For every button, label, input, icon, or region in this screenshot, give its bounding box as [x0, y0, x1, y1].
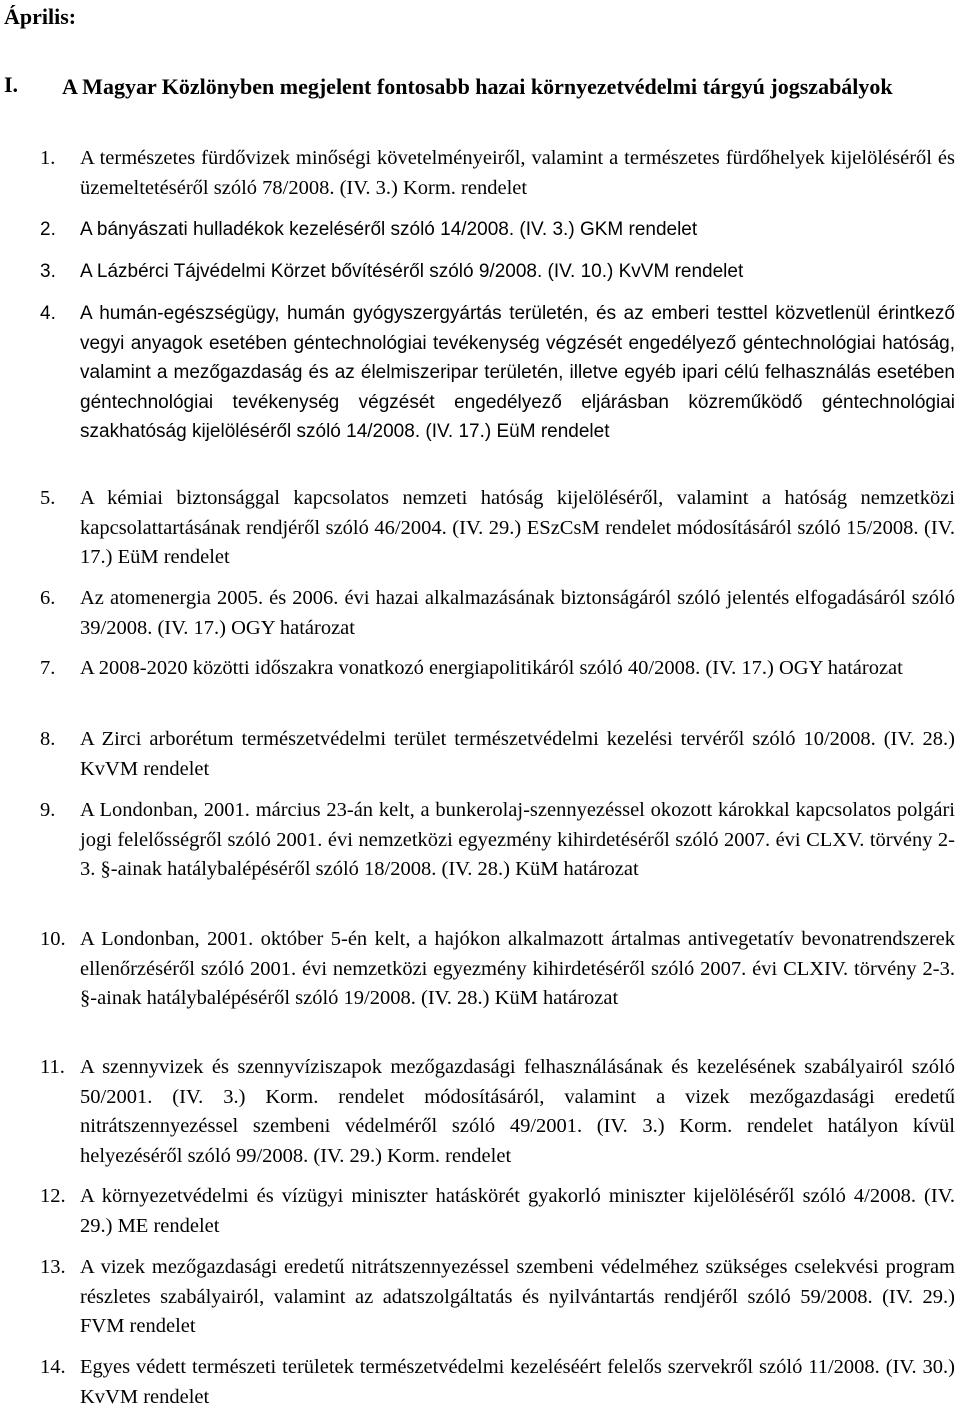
list-item-number: 14. [40, 1356, 66, 1378]
list-item-text: A Londonban, 2001. október 5-én kelt, a hajókon alkalmazott ártalmas antivegetatív bevonatrendszerek ellenőrzéséről szóló 2001. évi nemzetközi egyezmény kihirdetéséről szóló 2007. évi CLXIV. törvény 2-3. §-ainak hatálybalépéséről szóló 19/2008. (IV. 28.) KüM határozat [80, 928, 955, 1009]
list-item [40, 725, 955, 784]
list-item [40, 484, 955, 573]
list-item-number: 10. [40, 928, 66, 950]
list-item-text: A környezetvédelmi és vízügyi miniszter hatáskörét gyakorló miniszter kijelöléséről szóló 4/2008. (IV. 29.) ME rendelet [80, 1185, 955, 1237]
list-item [40, 584, 955, 643]
list-item [40, 215, 955, 245]
list-item-number: 12. [40, 1185, 66, 1207]
list-item-text: A 2008-2020 közötti időszakra vonatkozó energiapolitikáról szóló 40/2008. (IV. 17.) OGY határozat [80, 657, 903, 679]
list-item-text: Az atomenergia 2005. és 2006. évi hazai alkalmazásának biztonságáról szóló jelentés elfogadásáról szóló 39/2008. (IV. 17.) OGY határozat [80, 587, 955, 639]
list-item-number: 8. [40, 728, 56, 750]
list-item-text: A humán-egészségügy, humán gyógyszergyártás területén, és az emberi testtel közvetlenül érintkező vegyi anyagok esetében géntechnológiai tevékenység végzését engedélyező géntechnológiai hatóság, valamint a mezőgazdaság és az élelmiszeripar területén, illetve egyéb ipari célú felhasználás esetében géntechnológiai tevékenység végzését engedélyező eljárásban közreműködő géntechnológiai szakhatóság kijelöléséről szóló 14/2008. (IV. 17.) EüM rendelet [80, 303, 955, 442]
list-item-text: A természetes fürdővizek minőségi követelményeiről, valamint a természetes fürdőhelyek kijelöléséről és üzemeltetéséről szóló 78/2008. (IV. 3.) Korm. rendelet [80, 147, 955, 199]
list-item-number: 6. [40, 587, 56, 609]
list-item-number: 9. [40, 799, 56, 821]
list-item [40, 925, 955, 1014]
list-item [40, 1353, 955, 1412]
list-item-number: 3. [40, 261, 56, 282]
list-item-number: 11. [40, 1056, 65, 1078]
section-title: A Magyar Közlönyben megjelent fontosabb hazai környezetvédelmi tárgyú jogszabályok [62, 74, 893, 99]
list-item [40, 1182, 955, 1241]
list-item [40, 796, 955, 885]
list-item [40, 1053, 955, 1171]
section-number: I. [4, 72, 19, 97]
list-item [40, 654, 955, 684]
list-item [40, 1253, 955, 1342]
section-heading [4, 72, 954, 102]
page-heading: Április: [4, 4, 77, 29]
list-item [40, 299, 955, 447]
list-item-text: A vizek mezőgazdasági eredetű nitrátszennyezéssel szembeni védelméhez szükséges cselekvési program részletes szabályairól, valamint az adatszolgáltatás és nyilvántartás rendjéről szóló 59/2008. (IV. 29.) FVM rendelet [80, 1256, 955, 1337]
list-item-number: 4. [40, 303, 56, 324]
list-item-number: 7. [40, 657, 56, 679]
list-item-text: A Londonban, 2001. március 23-án kelt, a bunkerolaj-szennyezéssel okozott károkkal kapcsolatos polgári jogi felelősségről szóló 2001. évi nemzetközi egyezmény kihirdetéséről szóló 2007. évi CLXV. törvény 2-3. §-ainak hatálybalépéséről szóló 18/2008. (IV. 28.) KüM határozat [80, 799, 955, 880]
list-item-text: A bányászati hulladékok kezeléséről szóló 14/2008. (IV. 3.) GKM rendelet [80, 219, 698, 240]
list-item-number: 5. [40, 487, 56, 509]
list-item [40, 257, 955, 287]
list-item-number: 2. [40, 219, 56, 240]
list-item-text: A szennyvizek és szennyvíziszapok mezőgazdasági felhasználásának és kezelésének szabályairól szóló 50/2001. (IV. 3.) Korm. rendelet módosításáról, valamint a vizek mezőgazdasági eredetű nitrátszennyezéssel szembeni védelméről szóló 49/2001. (IV. 3.) Korm. rendelet hatályon kívül helyezéséről szóló 99/2008. (IV. 29.) Korm. rendelet [80, 1056, 955, 1167]
list-item-text: A Lázbérci Tájvédelmi Körzet bővítéséről szóló 9/2008. (IV. 10.) KvVM rendelet [80, 261, 744, 282]
list-item [40, 144, 955, 203]
list-item-number: 13. [40, 1256, 66, 1278]
list-item-number: 1. [40, 147, 56, 169]
list-item-text: A Zirci arborétum természetvédelmi terület természetvédelmi kezelési tervéről szóló 10/2008. (IV. 28.) KvVM rendelet [80, 728, 955, 780]
list-item-text: Egyes védett természeti területek természetvédelmi kezeléséért felelős szervekről szóló 11/2008. (IV. 30.) KvVM rendelet [80, 1356, 955, 1408]
list-item-text: A kémiai biztonsággal kapcsolatos nemzeti hatóság kijelöléséről, valamint a hatóság nemzetközi kapcsolattartásának rendjéről szóló 46/2004. (IV. 29.) ESzCsM rendelet módosításáról szóló 15/2008. (IV. 17.) EüM rendelet [80, 487, 955, 568]
